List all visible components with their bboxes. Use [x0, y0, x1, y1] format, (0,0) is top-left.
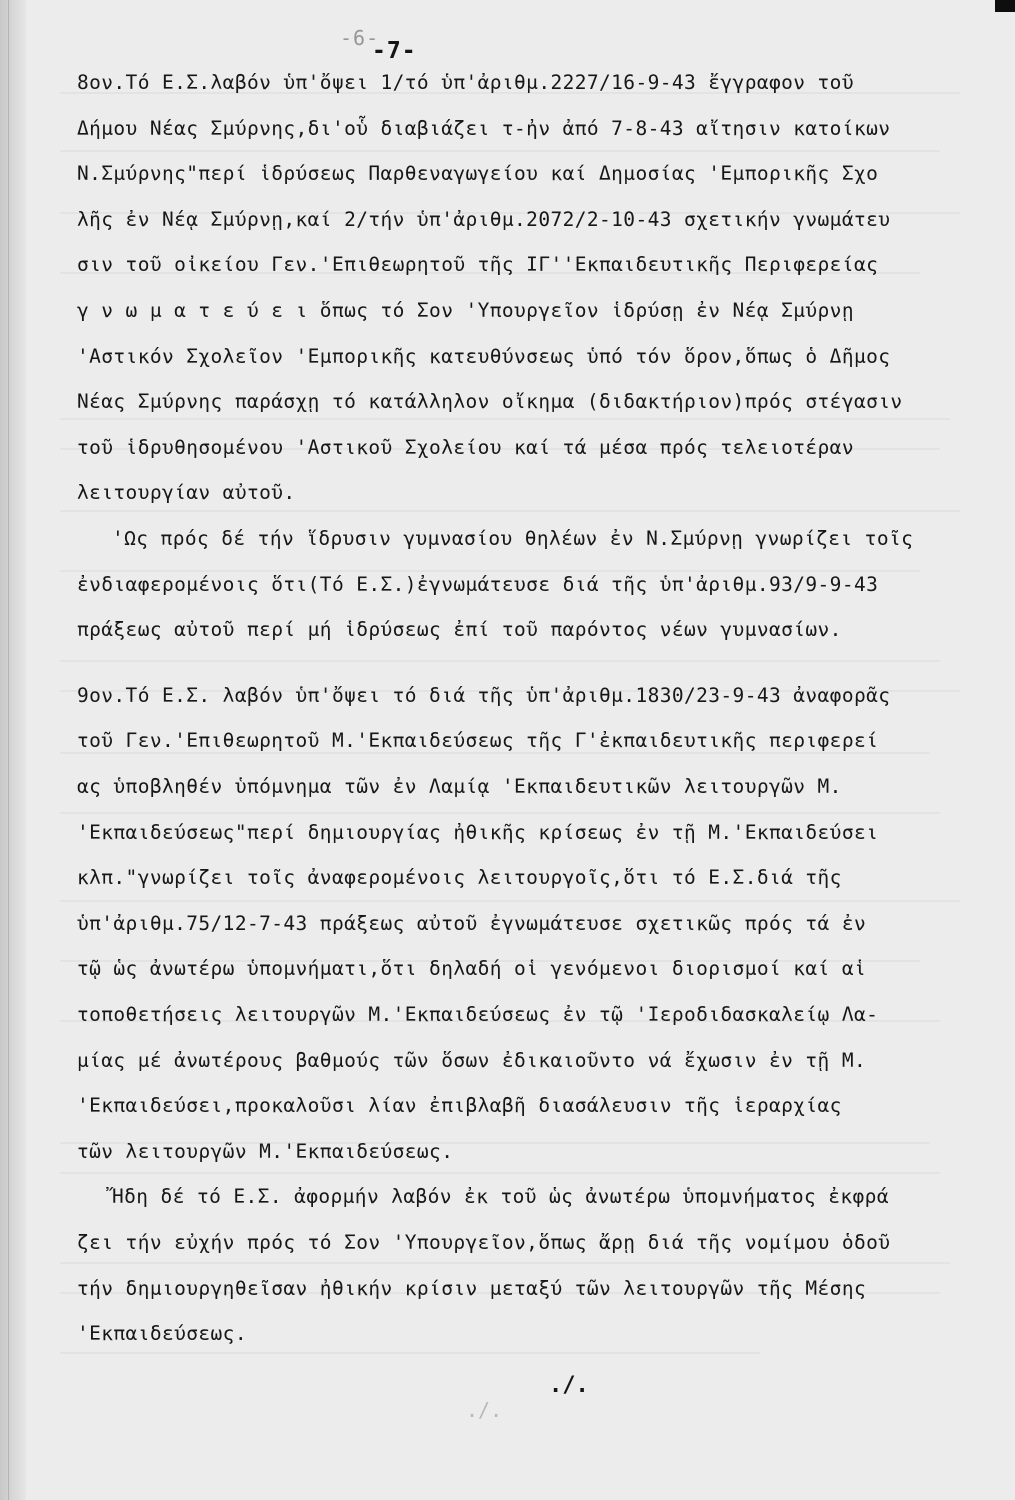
text-line: τῷ ὡς ἀνωτέρω ὑπομνήματι,ὅτι δηλαδή οἱ γενόμενοι διορισμοί καί αἱ	[77, 957, 867, 980]
text-line: σιν τοῦ οἰκείου Γεν.'Επιθεωρητοῦ τῆς ΙΓ''Εκπαιδευτικῆς Περιφερείας	[77, 253, 879, 276]
end-mark: ./.	[549, 1373, 589, 1398]
show-through-end-mark: ./.	[466, 1398, 503, 1422]
text-line: τοποθετήσεις λειτουργῶν Μ.'Εκπαιδεύσεως ἐν τῷ 'Ιεροδιδασκαλείῳ Λα-	[77, 1003, 879, 1026]
text-line: γ ν ω μ α τ ε ύ ε ι ὅπως τό Σον 'Υπουργεῖον ἱδρύσῃ ἐν Νέᾳ Σμύρνῃ	[77, 299, 854, 322]
text-line: τήν δημιουργηθεῖσαν ἠθικήν κρίσιν μεταξύ τῶν λειτουργῶν τῆς Μέσης	[77, 1277, 867, 1300]
text-line: μίας μέ ἀνωτέρους βαθμούς τῶν ὅσων ἐδικαιοῦντο νά ἔχωσιν ἐν τῇ Μ.	[77, 1049, 867, 1072]
text-line: 'Εκπαιδεύσει,προκαλοῦσι λίαν ἐπιβλαβῆ διασάλευσιν τῆς ἱεραρχίας	[77, 1094, 842, 1117]
text-line: Δήμου Νέας Σμύρνης,δι'οὗ διαβιάζει τ-ἠν ἀπό 7-8-43 αἴτησιν κατοίκων	[77, 117, 891, 140]
text-line: πράξεως αὐτοῦ περί μή ἱδρύσεως ἐπί τοῦ παρόντος νέων γυμνασίων.	[77, 618, 842, 641]
text-line: 'Ως πρός δέ τήν ἵδρυσιν γυμνασίου θηλέων ἐν Ν.Σμύρνῃ γνωρίζει τοῖς	[112, 527, 914, 550]
text-line: 'Εκπαιδεύσεως.	[77, 1322, 247, 1345]
text-line: 9ον.Τό Ε.Σ. λαβόν ὑπ'ὄψει τό διά τῆς ὑπ'ἀριθμ.1830/23-9-43 ἀναφορᾶς	[77, 684, 891, 707]
text-line: Ἤδη δέ τό Ε.Σ. ἀφορμήν λαβόν ἐκ τοῦ ὡς ἀνωτέρω ὑπομνήματος ἐκφρά	[112, 1185, 889, 1208]
binding-edge	[0, 0, 26, 1500]
text-line: τοῦ ἱδρυθησομένου 'Αστικοῦ Σχολείου καί τά μέσα πρός τελειοτέραν	[77, 436, 854, 459]
text-line: ἐνδιαφερομένοις ὅτι(Τό Ε.Σ.)ἐγνωμάτευσε διά τῆς ὑπ'ἀριθμ.93/9-9-43	[77, 573, 879, 596]
text-line: λῆς ἐν Νέᾳ Σμύρνῃ,καί 2/τήν ὑπ'ἀριθμ.2072/2-10-43 σχετικήν γνωμάτευ	[77, 208, 891, 231]
text-line: ὑπ'ἀριθμ.75/12-7-43 πράξεως αὐτοῦ ἐγνωμάτευσε σχετικῶς πρός τά ἐν	[77, 912, 867, 935]
text-line: Νέας Σμύρνης παράσχῃ τό κατάλληλον οἴκημα (διδακτήριον)πρός στέγασιν	[77, 390, 903, 413]
corner-mark	[995, 0, 1015, 12]
show-through-page-number: -6-	[340, 26, 380, 50]
text-line: ζει τήν εὐχήν πρός τό Σον 'Υπουργεῖον,ὅπως ἄρῃ διά τῆς νομίμου ὁδοῦ	[77, 1231, 891, 1254]
text-line: τῶν λειτουργῶν Μ.'Εκπαιδεύσεως.	[77, 1140, 454, 1163]
text-line: λειτουργίαν αὐτοῦ.	[77, 481, 296, 504]
text-line: 'Αστικόν Σχολεῖον 'Εμπορικῆς κατευθύνσεως ὑπό τόν ὅρον,ὅπως ὁ Δῆμος	[77, 345, 891, 368]
page-number: -7-	[372, 38, 417, 64]
text-line: 'Εκπαιδεύσεως"περί δημιουργίας ἠθικῆς κρίσεως ἐν τῇ Μ.'Εκπαιδεύσει	[77, 821, 879, 844]
text-line: 8ον.Τό Ε.Σ.λαβόν ὑπ'ὄψει 1/τό ὑπ'ἀριθμ.2227/16-9-43 ἔγγραφον τοῦ	[77, 71, 854, 94]
text-line: τοῦ Γεν.'Επιθεωρητοῦ Μ.'Εκπαιδεύσεως τῆς Γ'ἐκπαιδευτικῆς περιφερεί	[77, 729, 879, 752]
text-line: κλπ."γνωρίζει τοῖς ἀναφερομένοις λειτουργοῖς,ὅτι τό Ε.Σ.διά τῆς	[77, 866, 842, 889]
binding-fold-line	[8, 0, 9, 1500]
text-line: ας ὑποβληθέν ὑπόμνημα τῶν ἐν Λαμίᾳ 'Εκπαιδευτικῶν λειτουργῶν Μ.	[77, 775, 842, 798]
text-line: Ν.Σμύρνης"περί ἱδρύσεως Παρθεναγωγείου καί Δημοσίας 'Εμπορικῆς Σχο	[77, 162, 879, 185]
